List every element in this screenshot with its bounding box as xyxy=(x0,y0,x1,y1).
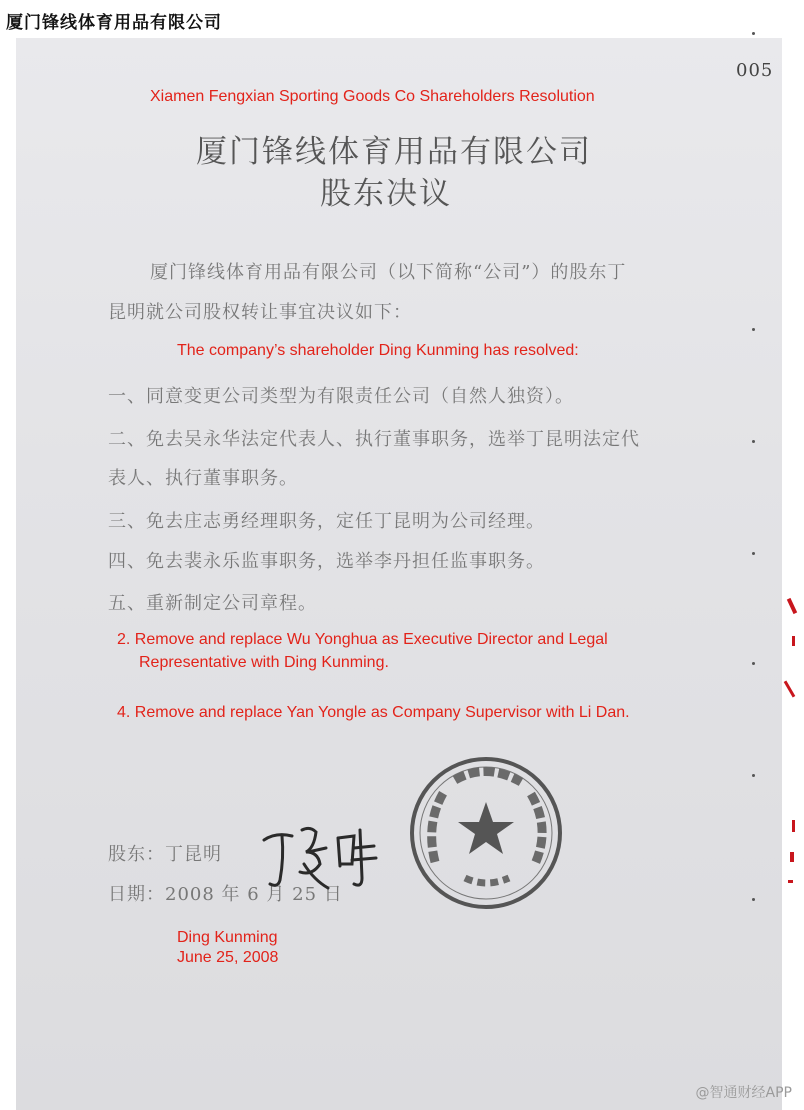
scan-speck xyxy=(752,32,755,35)
red-edge-mark xyxy=(792,636,795,646)
annotation-item4: 4. Remove and replace Yan Yongle as Company Supervisor with Li Dan. xyxy=(117,704,630,721)
shareholder-label: 股东：丁昆明 xyxy=(108,844,222,865)
scan-speck xyxy=(752,552,755,555)
red-edge-mark xyxy=(787,598,797,614)
annotation-title: Xiamen Fengxian Sporting Goods Co Shareholders Resolution xyxy=(150,88,595,105)
annotation-item2-line2: Representative with Ding Kunming. xyxy=(139,654,389,671)
company-seal xyxy=(405,752,567,914)
item-5: 五、重新制定公司章程。 xyxy=(108,593,317,614)
scan-speck xyxy=(752,898,755,901)
date-label: 日期：2008 年 6 月 25 日 xyxy=(108,884,343,905)
red-edge-mark xyxy=(788,880,793,883)
item-2-line2: 表人、执行董事职务。 xyxy=(108,468,298,489)
item-4: 四、免去裴永乐监事职务，选举李丹担任监事职务。 xyxy=(108,551,545,572)
watermark: @智通财经APP xyxy=(695,1085,792,1101)
annotation-date: June 25, 2008 xyxy=(177,949,279,966)
scan-speck xyxy=(752,440,755,443)
item-3: 三、免去庄志勇经理职务，定任丁昆明为公司经理。 xyxy=(108,511,545,532)
scan-speck xyxy=(752,662,755,665)
signature-drawing xyxy=(256,818,386,898)
document-title-line2: 股东决议 xyxy=(320,176,452,212)
red-edge-mark xyxy=(784,680,796,697)
annotation-item2-line1: 2. Remove and replace Wu Yonghua as Executive Director and Legal xyxy=(117,631,608,648)
intro-line1: 厦门锋线体育用品有限公司（以下简称“公司”）的股东丁 xyxy=(150,262,627,283)
red-edge-mark xyxy=(790,852,794,862)
item-1: 一、同意变更公司类型为有限责任公司（自然人独资）。 xyxy=(108,386,574,407)
company-header-label: 厦门锋线体育用品有限公司 xyxy=(6,13,222,33)
scan-speck xyxy=(752,328,755,331)
annotation-resolved: The company’s shareholder Ding Kunming has resolved: xyxy=(177,342,579,359)
item-2-line1: 二、免去吴永华法定代表人、执行董事职务，选举丁昆明法定代 xyxy=(108,429,640,450)
scan-speck xyxy=(752,774,755,777)
annotation-signer: Ding Kunming xyxy=(177,929,278,946)
document-title-line1: 厦门锋线体育用品有限公司 xyxy=(196,134,592,170)
red-edge-mark xyxy=(792,820,795,832)
page-number: 005 xyxy=(736,60,774,81)
intro-line2: 昆明就公司股权转让事宜决议如下： xyxy=(108,302,412,323)
